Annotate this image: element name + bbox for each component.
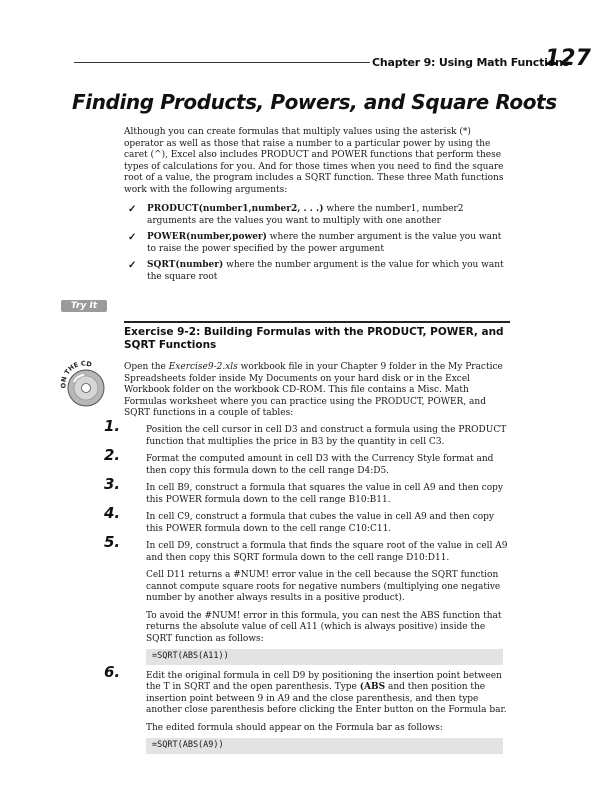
try-it-badge: Try It bbox=[61, 300, 107, 312]
step-item bbox=[104, 417, 512, 448]
step-item bbox=[104, 533, 512, 665]
checkmark-icon: ✓ bbox=[128, 232, 137, 243]
step-text: Format the computed amount in cell D3 with the Currency Style format and then copy this formula down to the cell range D4:D5. bbox=[146, 454, 494, 476]
header-rule bbox=[74, 62, 370, 63]
page-number: 127 bbox=[545, 46, 591, 71]
exercise-title: Exercise 9-2: Building Formulas with the PRODUCT, POWER, and SQRT Functions bbox=[124, 326, 504, 351]
function-desc: where the number argument is the value you want to raise the power specified by the power argument bbox=[147, 232, 502, 254]
step-note: Cell D11 returns a #NUM! error value in the cell because the SQRT function cannot compute square roots for negative numbers (multiplying one negative number by another always results in a positive product). bbox=[146, 570, 501, 603]
cd-label: ON THE CD bbox=[59, 359, 93, 389]
step-text: In cell D9, construct a formula that finds the square root of the value in cell A9 and then copy this SQRT formula down to the cell range D10:D11. bbox=[146, 541, 508, 563]
step-text: In cell C9, construct a formula that cubes the value in cell A9 and then copy this POWER formula down to the cell range C10:C11. bbox=[146, 512, 495, 534]
list-item bbox=[128, 232, 512, 255]
function-name: POWER(number,power) bbox=[147, 232, 267, 242]
step-number: 4. bbox=[104, 504, 121, 522]
list-item bbox=[128, 260, 512, 283]
section-title: Finding Products, Powers, and Square Roots bbox=[72, 90, 557, 114]
checkmark-icon: ✓ bbox=[128, 204, 137, 215]
exercise-rule bbox=[124, 321, 510, 323]
step-number: 1. bbox=[104, 417, 121, 435]
intro-paragraph: Although you can create formulas that multiply values using the asterisk (*) operator as well as those that raise a number to a particular power by using the caret (^), Excel also includes PRODUCT and POWER functions that perform these types of calculations for you. And for those times when you need to find the square root of a value, the program includes a SQRT function. These three Math functions work with the following arguments: bbox=[124, 127, 504, 195]
checkmark-icon: ✓ bbox=[128, 260, 137, 271]
step-number: 2. bbox=[104, 446, 121, 464]
cd-icon bbox=[58, 358, 110, 410]
step-number: 6. bbox=[104, 662, 121, 681]
step-text: Position the cell cursor in cell D3 and construct a formula using the PRODUCT function that multiplies the price in B3 by the quantity in cell C3. bbox=[146, 425, 507, 447]
step-item bbox=[104, 475, 512, 506]
function-name: SQRT(number) bbox=[147, 260, 224, 270]
function-desc: where the number1, number2 arguments are the values you want to multiply with one another bbox=[147, 204, 464, 226]
code-block: =SQRT(ABS(A9)) bbox=[146, 738, 503, 754]
chapter-label: Chapter 9: Using Math Functions bbox=[372, 56, 570, 69]
step-item bbox=[104, 446, 512, 477]
typed-text: (ABS bbox=[359, 682, 386, 692]
step-text: In cell B9, construct a formula that squares the value in cell A9 and then copy this POWER formula down to the cell range B10:B11. bbox=[146, 483, 503, 505]
step-note: The edited formula should appear on the Formula bar as follows: bbox=[146, 722, 443, 733]
step-item bbox=[104, 662, 512, 754]
steps-list bbox=[104, 417, 512, 760]
step-text: Edit the original formula in cell D9 by positioning the insertion point between the T in SQRT and the open parenthesis. Type (ABS and then position the insertion point between 9 in A9 and the close parenthesis, and then type another close parenthesis before clicking the Enter button on the Formula bar. bbox=[146, 670, 507, 715]
step-note: To avoid the #NUM! error in this formula, you can nest the ABS function that returns the absolute value of cell A11 (which is always positive) inside the SQRT function as follows: bbox=[146, 610, 502, 644]
step-number: 5. bbox=[104, 533, 121, 551]
step-number: 3. bbox=[104, 475, 121, 493]
function-name: PRODUCT(number1,number2, . . .) bbox=[147, 204, 324, 214]
exercise-intro: Open the Exercise9-2.xls workbook file in your Chapter 9 folder in the My Practice Spreadsheets folder inside My Documents on your hard disk or in the Excel Workbook folder on the workbook CD-ROM. This file contains a Misc. Math Formulas worksheet where you can practice using the PRODUCT, POWER, and SQRT functions in a couple of tables: bbox=[124, 362, 503, 418]
function-desc: where the number argument is the value for which you want the square root bbox=[147, 260, 504, 282]
list-item bbox=[128, 204, 512, 227]
code-block: =SQRT(ABS(A11)) bbox=[146, 649, 503, 665]
function-list bbox=[128, 204, 512, 288]
exercise-filename: Exercise9-2.xls bbox=[168, 362, 238, 372]
step-item bbox=[104, 504, 512, 535]
